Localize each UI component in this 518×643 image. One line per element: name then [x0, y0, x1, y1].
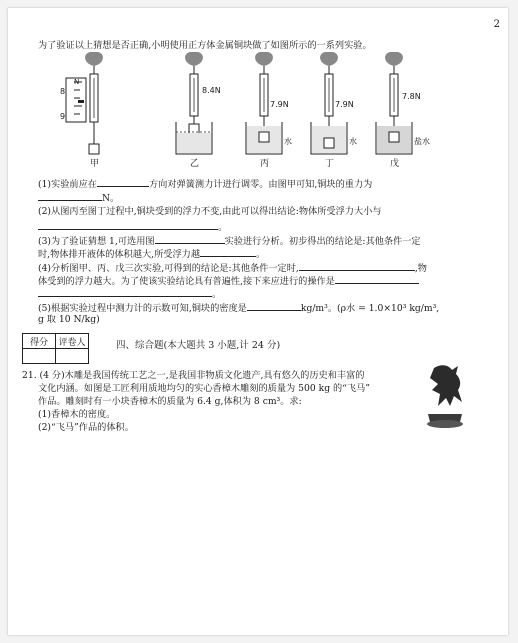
question-2: (2)从图丙至图丁过程中,铜块受到的浮力不变,由此可以得出结论:物体所受浮力大小与: [38, 206, 382, 217]
answer-blank-4c[interactable]: [38, 287, 212, 297]
question-4-cont: 体受到的浮力越大。为了使该实验结论具有普遍性,接下来应进行的操作是: [38, 274, 476, 288]
question-1-cont: N。: [38, 191, 476, 205]
force-yi: 8.4N: [202, 86, 221, 95]
score-header: 得分: [23, 334, 56, 349]
question-1: (1)实验前应在 方向对弹簧测力计进行调零。由图甲可知,铜块的重力为: [38, 179, 373, 190]
question-2-cont: 。: [38, 220, 476, 234]
liquid-wu: 盐水: [414, 137, 430, 146]
scale-tick-9: 9: [60, 112, 66, 121]
answer-blank-1a[interactable]: [97, 177, 149, 187]
panel-yi: [170, 52, 240, 168]
q21-line-5: (2)“飞马”作品的体积。: [38, 422, 134, 433]
question-5-cont: g 取 10 N/kg): [38, 314, 100, 325]
panel-label-bing: 丙: [260, 159, 270, 169]
q21-line-2: 文化内涵。如图是工匠利用质地均匀的实心香樟木雕刻的质量为 500 kg 的“飞马”: [38, 383, 370, 394]
spring-scale-yi: [170, 52, 240, 168]
panel-label-yi: 乙: [190, 159, 200, 169]
page-number: 2: [493, 19, 500, 30]
force-bing: 7.9N: [270, 100, 289, 109]
question-5: (5)根据实验过程中测力计的示数可知,铜块的密度是 kg/m³。(ρ水 = 1.0×10³ kg/m³,: [38, 303, 440, 314]
q21-line-4: (1)香樟木的密度。: [38, 409, 116, 420]
question-4-end: 。: [38, 287, 476, 301]
spring-scale-jia: [60, 52, 130, 168]
grader-header: 评卷人: [56, 334, 89, 349]
experiment-figure: [60, 52, 440, 168]
answer-blank-3b[interactable]: [200, 247, 256, 257]
score-cell[interactable]: [23, 349, 56, 364]
question-3: (3)为了验证猜想 1,可选用图 实验进行分析。初步得出的结论是:其他条件一定: [38, 236, 421, 247]
score-table: [22, 333, 89, 364]
answer-blank-1b[interactable]: [38, 191, 102, 201]
scale-unit-n: N: [74, 78, 80, 86]
spring-scale-wu: [370, 52, 440, 168]
force-wu: 7.8N: [402, 92, 421, 101]
answer-blank-2[interactable]: [38, 220, 218, 230]
panel-wu: [370, 52, 440, 168]
flying-horse-image: [424, 362, 466, 432]
spring-scale-bing: [240, 52, 300, 168]
force-ding: 7.9N: [335, 100, 354, 109]
grader-cell[interactable]: [56, 349, 89, 364]
question-3-cont: 时,物体排开液体的体积越大,所受浮力越 。: [38, 249, 266, 260]
answer-blank-3a[interactable]: [155, 234, 225, 244]
liquid-ding: 水: [349, 137, 357, 146]
question-4: (4)分析图甲、丙、戊三次实验,可得到的结论是:其他条件一定时, ,物: [38, 263, 427, 274]
answer-blank-4a[interactable]: [299, 261, 415, 271]
panel-label-jia: 甲: [90, 159, 100, 169]
scale-tick-8: 8: [60, 87, 66, 96]
liquid-bing: 水: [284, 137, 292, 146]
q21-line-1: 21. (4 分)木雕是我国传统工艺之一,是我国非物质文化遗产,具有悠久的历史和丰富的: [22, 370, 365, 381]
answer-blank-4b[interactable]: [335, 274, 419, 284]
q21-line-3: 作品。雕刻时有一小块香樟木的质量为 6.4 g,体积为 8 cm³。求:: [38, 396, 302, 407]
section-title: 四、综合题(本大题共 3 小题,计 24 分): [116, 340, 281, 351]
panel-bing: [240, 52, 300, 168]
panel-jia: [60, 52, 130, 168]
panel-ding: [305, 52, 365, 168]
panel-label-ding: 丁: [325, 159, 335, 169]
intro-text: 为了验证以上猜想是否正确,小明使用正方体金属铜块做了如图所示的一系列实验。: [38, 40, 372, 51]
panel-label-wu: 戊: [390, 159, 400, 169]
answer-blank-5[interactable]: [247, 301, 301, 311]
spring-scale-ding: [305, 52, 365, 168]
